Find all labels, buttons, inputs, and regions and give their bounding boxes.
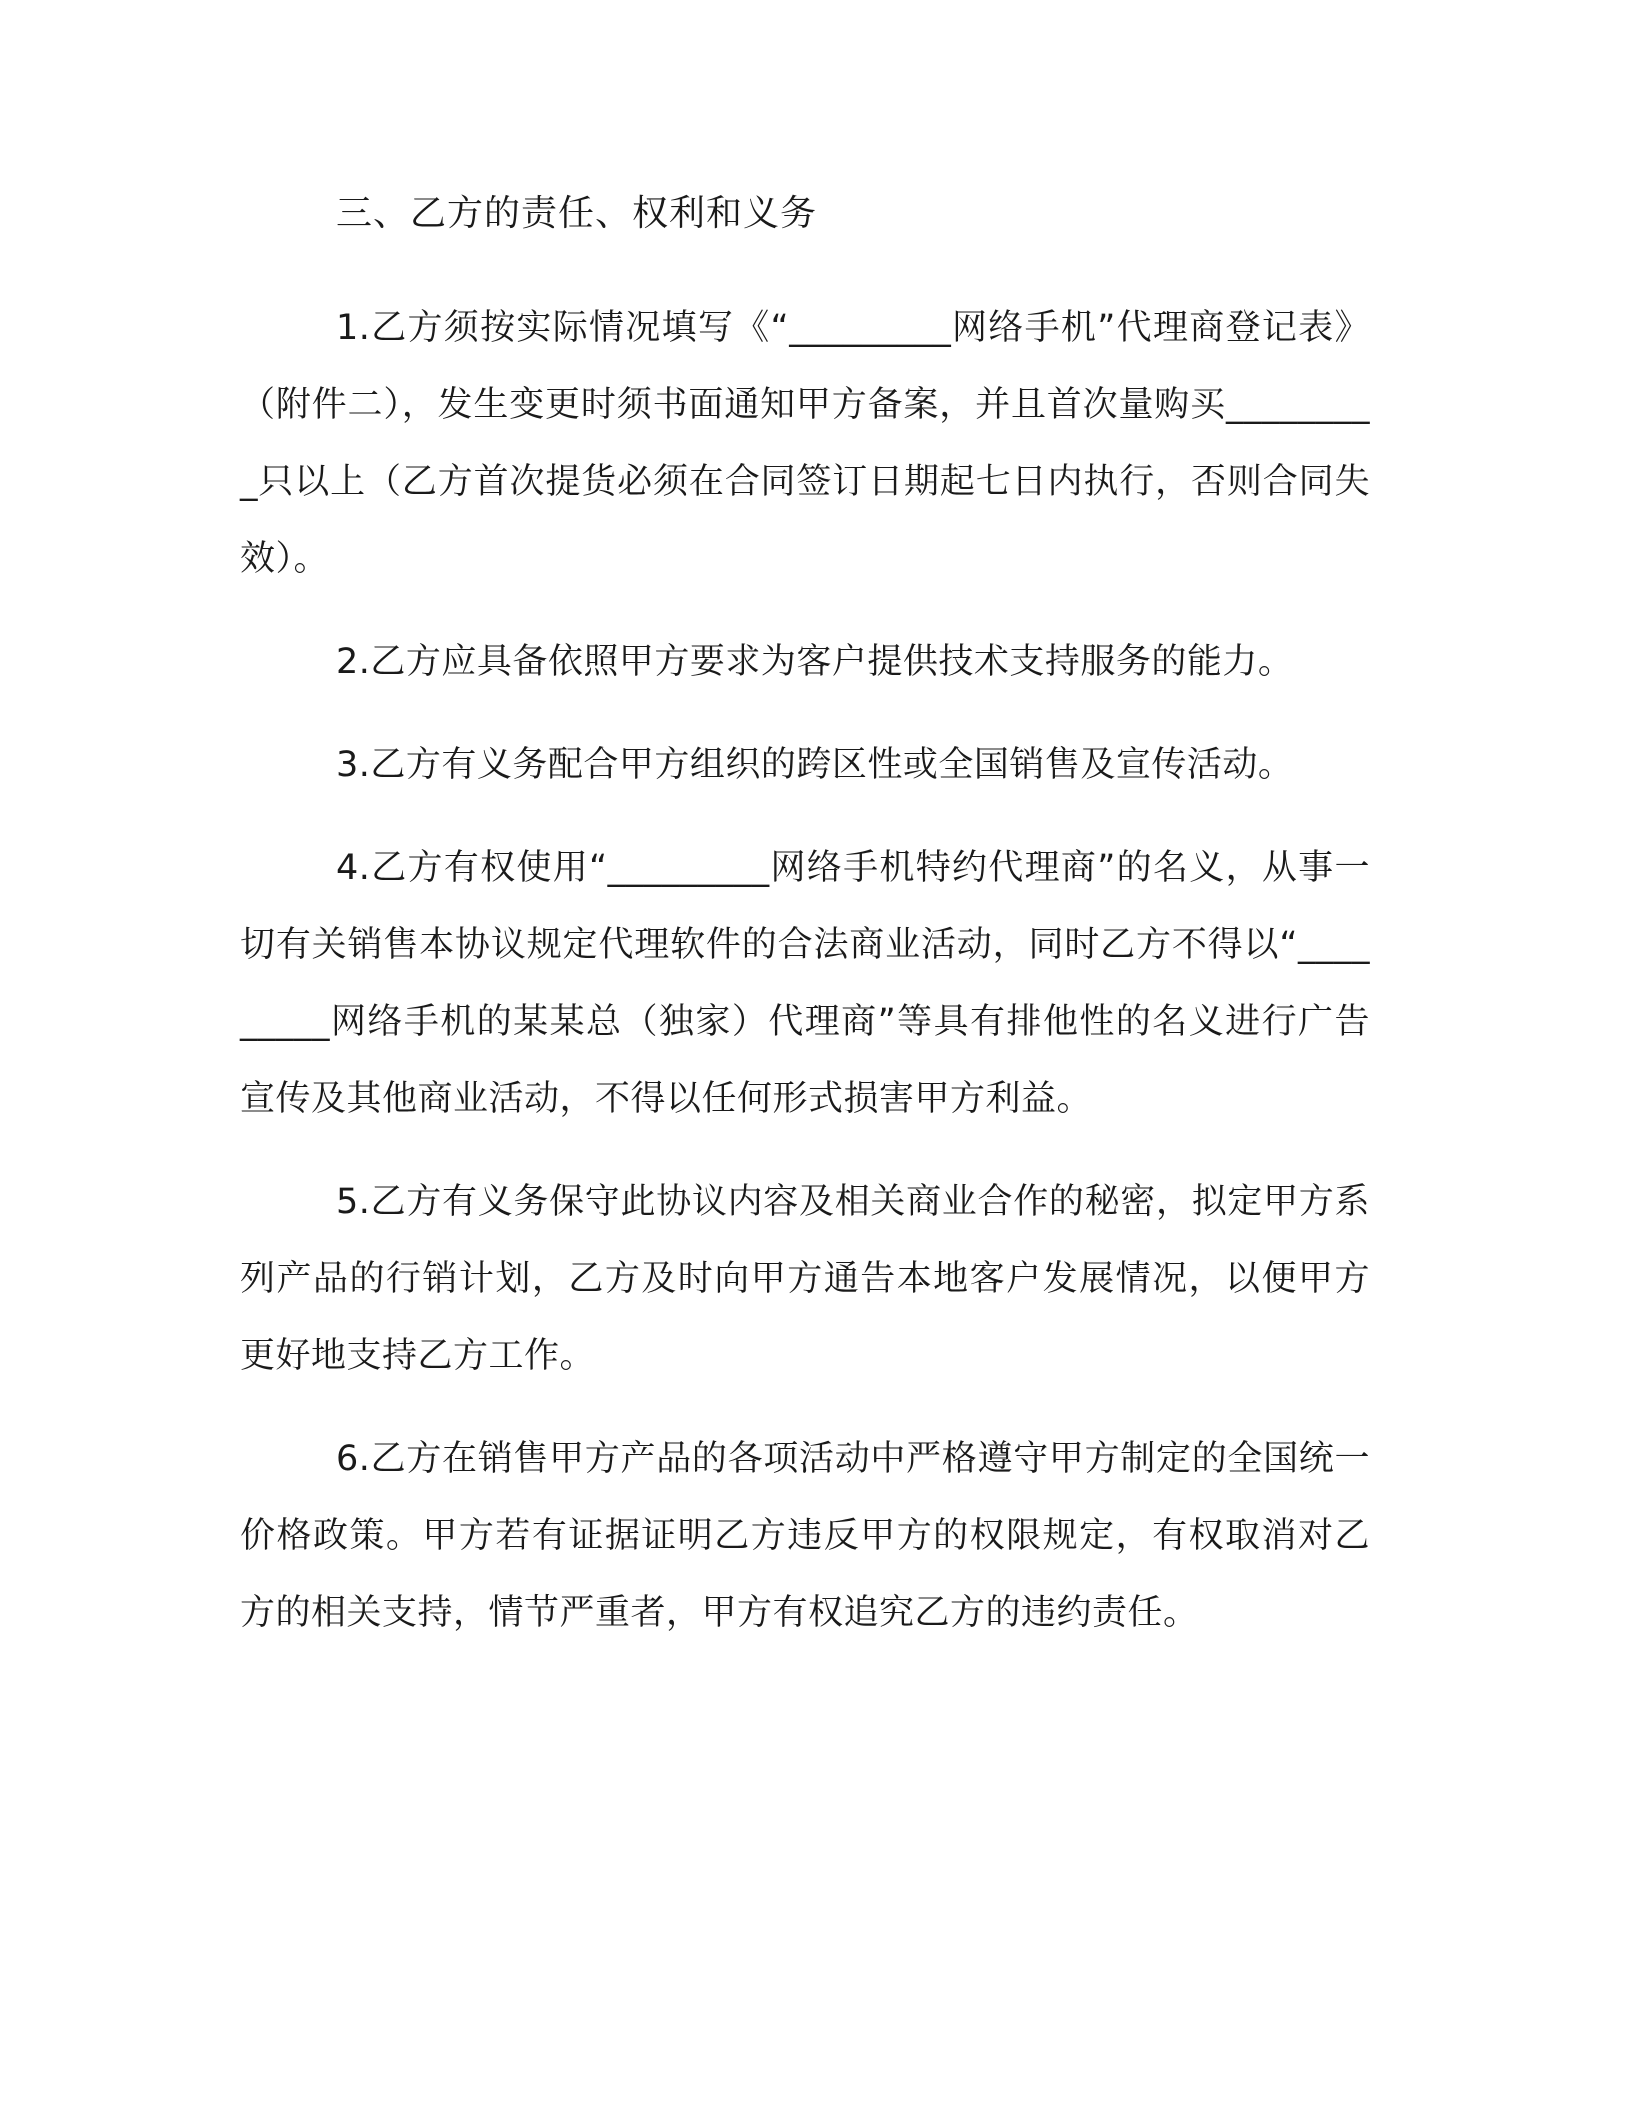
clause-5: 5.乙方有义务保守此协议内容及相关商业合作的秘密，拟定甲方系列产品的行销计划，乙方及时向甲方通告本地客户发展情况，以便甲方更好地支持乙方工作。: [240, 1182, 1370, 1376]
clause-1: 1.乙方须按实际情况填写《“_________网络手机”代理商登记表》（附件二），发生变更时须书面通知甲方备案，并且首次量购买_________只以上（乙方首次提货必须在合同签订日期起七日内执行，否则合同失效）。: [240, 308, 1370, 579]
section-heading: 三、乙方的责任、权利和义务: [336, 193, 818, 234]
clause-3: 3.乙方有义务配合甲方组织的跨区性或全国销售及宣传活动。: [336, 745, 1294, 785]
document-body: [240, 190, 1370, 1678]
clause-4: 4.乙方有权使用“_________网络手机特约代理商”的名义，从事一切有关销售本协议规定代理软件的合法商业活动，同时乙方不得以“_________网络手机的某某总（独家）代理商”等具有排他性的名义进行广告宣传及其他商业活动，不得以任何形式损害甲方利益。: [240, 848, 1370, 1119]
clause-6: 6.乙方在销售甲方产品的各项活动中严格遵守甲方制定的全国统一价格政策。甲方若有证据证明乙方违反甲方的权限规定，有权取消对乙方的相关支持，情节严重者，甲方有权追究乙方的违约责任。: [240, 1439, 1370, 1633]
clause-2: 2.乙方应具备依照甲方要求为客户提供技术支持服务的能力。: [336, 642, 1294, 682]
